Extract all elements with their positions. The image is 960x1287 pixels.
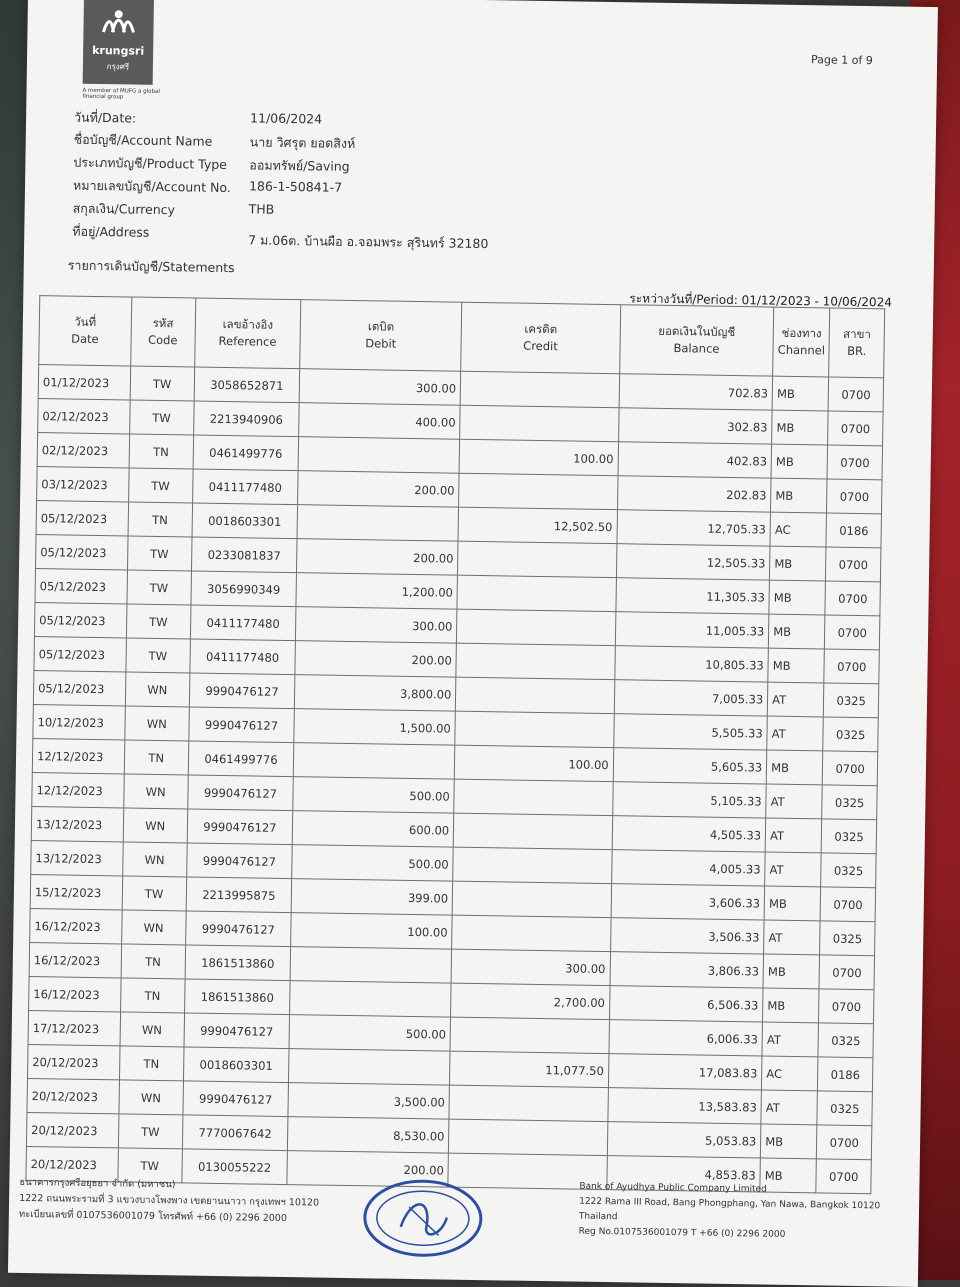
cell-channel: AT — [766, 784, 823, 819]
cell-code: TW — [122, 876, 187, 911]
cell-balance: 12,505.33 — [616, 544, 770, 580]
cell-date: 20/12/2023 — [28, 1044, 120, 1079]
cell-credit — [452, 915, 611, 951]
cell-debit: 200.00 — [295, 641, 457, 678]
cell-credit — [453, 847, 612, 883]
cell-date: 17/12/2023 — [28, 1010, 120, 1045]
cell-branch: 0325 — [823, 717, 878, 752]
cell-debit: 3,500.00 — [288, 1083, 450, 1120]
cell-debit: 300.00 — [296, 607, 458, 644]
header-credit: เครดิต Credit — [461, 302, 620, 373]
cell-date: 02/12/2023 — [37, 433, 129, 468]
cell-code: WN — [124, 706, 189, 741]
cell-code: TW — [117, 1148, 182, 1183]
cell-channel: AT — [765, 852, 822, 887]
cell-debit — [293, 743, 455, 780]
cell-code: TW — [118, 1114, 183, 1149]
cell-branch: 0700 — [823, 751, 878, 786]
info-label: ที่อยู่/Address — [72, 223, 150, 240]
cell-balance: 11,305.33 — [616, 578, 770, 614]
cell-credit — [457, 575, 616, 611]
cell-branch: 0700 — [824, 649, 879, 684]
footer-line: Bank of Ayudhya Public Company Limited — [579, 1181, 767, 1195]
cell-balance: 3,806.33 — [610, 952, 764, 988]
cell-credit — [460, 371, 619, 407]
cell-balance: 4,853.83 — [606, 1156, 760, 1192]
cell-code: TW — [127, 570, 192, 605]
cell-debit — [298, 437, 460, 474]
cell-debit: 200.00 — [298, 471, 460, 508]
footer-line: Reg No.0107536001079 T +66 (0) 2296 2000 — [578, 1226, 786, 1240]
cell-debit — [289, 1049, 451, 1086]
cell-code: WN — [123, 808, 188, 843]
cell-branch: 0325 — [822, 819, 877, 854]
cell-channel: MB — [771, 444, 828, 479]
cell-credit — [459, 473, 618, 509]
cell-date: 05/12/2023 — [35, 569, 127, 604]
cell-balance: 17,083.83 — [608, 1054, 762, 1090]
cell-debit — [297, 505, 459, 542]
cell-branch: 0700 — [826, 547, 881, 582]
cell-balance: 702.83 — [619, 374, 773, 410]
cell-branch: 0325 — [818, 1023, 873, 1058]
cell-channel: MB — [760, 1158, 817, 1193]
footer-english-address — [579, 1180, 920, 1245]
cell-balance: 4,505.33 — [612, 816, 766, 852]
footer-line: 1222 ถนนพระรามที่ 3 แขวงบางโพงพาง เขตยานนาวา กรุงเทพฯ 10120 — [19, 1192, 320, 1209]
cell-code: TN — [128, 502, 193, 537]
cell-code: TW — [129, 400, 194, 435]
header-debit: เดบิต Debit — [300, 300, 462, 372]
cell-branch: 0325 — [821, 853, 876, 888]
cell-code: WN — [125, 672, 190, 707]
cell-reference: 0018603301 — [192, 503, 298, 539]
cell-date: 20/12/2023 — [26, 1112, 118, 1147]
cell-code: TW — [125, 638, 190, 673]
cell-channel: MB — [761, 1124, 818, 1159]
cell-reference: 9990476127 — [184, 1013, 290, 1049]
cell-branch: 0700 — [820, 887, 875, 922]
cell-debit: 200.00 — [287, 1151, 449, 1188]
cell-credit: 100.00 — [459, 439, 618, 475]
cell-balance: 6,006.33 — [609, 1020, 763, 1056]
cell-reference: 0461499776 — [193, 435, 299, 471]
cell-reference: 9990476127 — [186, 843, 292, 879]
cell-code: TN — [121, 944, 186, 979]
cell-date: 05/12/2023 — [33, 671, 125, 706]
cell-credit: 300.00 — [451, 949, 610, 985]
cell-credit — [454, 779, 613, 815]
bank-tagline: A member of MUFG a global financial group — [82, 87, 160, 101]
cell-credit: 12,502.50 — [458, 507, 617, 543]
cell-balance: 5,605.33 — [613, 748, 767, 784]
cell-branch: 0700 — [827, 479, 882, 514]
cell-credit — [455, 711, 614, 747]
info-value: 186-1-50841-7 — [248, 178, 343, 195]
cell-channel: MB — [763, 954, 820, 989]
bank-logo — [83, 0, 154, 85]
cell-date: 05/12/2023 — [36, 501, 128, 536]
cell-channel: AC — [762, 1056, 819, 1091]
cell-reference: 9990476127 — [187, 809, 293, 845]
footer-line: ทะเบียนเลขที่ 0107536001079 โทรศัพท์ +66 (0) 2296 2000 — [18, 1208, 288, 1225]
cell-branch: 0700 — [828, 411, 883, 446]
cell-code: WN — [123, 774, 188, 809]
cell-balance: 3,506.33 — [610, 918, 764, 954]
cell-reference: 0411177480 — [192, 469, 298, 505]
table-header-row — [39, 296, 885, 378]
cell-balance: 302.83 — [618, 408, 772, 444]
cell-reference: 2213995875 — [186, 877, 292, 913]
cell-channel: AT — [765, 818, 822, 853]
info-value: 11/06/2024 — [250, 110, 323, 127]
header-balance: ยอดเงินในบัญชี Balance — [619, 305, 774, 376]
cell-balance: 10,805.33 — [614, 646, 768, 682]
cell-reference: 0411177480 — [190, 639, 296, 675]
cell-channel: AT — [764, 920, 821, 955]
cell-date: 01/12/2023 — [38, 365, 130, 400]
cell-credit — [449, 1119, 608, 1155]
statement-page — [8, 0, 938, 1287]
cell-code: WN — [118, 1080, 183, 1115]
bank-stamp-icon — [360, 1176, 485, 1260]
cell-reference: 9990476127 — [185, 911, 291, 947]
cell-code: TW — [128, 468, 193, 503]
cell-reference: 0130055222 — [182, 1149, 288, 1185]
cell-channel: AT — [761, 1090, 818, 1125]
cell-branch: 0700 — [825, 581, 880, 616]
cell-balance: 3,606.33 — [611, 884, 765, 920]
cell-code: TW — [126, 604, 191, 639]
header-reference: เลขอ้างอิง Reference — [194, 298, 300, 369]
info-value: 7 ม.06ต. บ้านผือ อ.จอมพระ สุรินทร์ 32180 — [248, 232, 489, 252]
cell-debit: 500.00 — [292, 845, 454, 882]
header-date: วันที่ Date — [39, 296, 132, 366]
cell-channel: AT — [762, 1022, 819, 1057]
header-branch: สาขา BR. — [829, 308, 885, 378]
krungsri-emblem-icon — [101, 8, 135, 35]
cell-credit — [449, 1085, 608, 1121]
cell-reference: 0233081837 — [191, 537, 297, 573]
cell-branch: 0325 — [822, 785, 877, 820]
cell-debit: 1,200.00 — [296, 573, 458, 610]
cell-branch: 0325 — [817, 1091, 872, 1126]
cell-date: 10/12/2023 — [33, 705, 125, 740]
cell-balance: 7,005.33 — [614, 680, 768, 716]
cell-reference: 0411177480 — [190, 605, 296, 641]
cell-balance: 5,505.33 — [613, 714, 767, 750]
cell-code: TW — [127, 536, 192, 571]
cell-balance: 202.83 — [617, 476, 771, 512]
cell-credit — [460, 405, 619, 441]
cell-channel: MB — [766, 750, 823, 785]
info-label: ประเภทบัญชี/Product Type — [73, 154, 228, 172]
cell-date: 02/12/2023 — [38, 399, 130, 434]
cell-channel: MB — [768, 648, 825, 683]
cell-debit: 399.00 — [291, 879, 453, 916]
info-label: ชื่อบัญชี/Account Name — [73, 131, 213, 149]
footer-line: ธนาคารกรุงศรีอยุธยา จำกัด (มหาชน) — [19, 1176, 176, 1191]
cell-credit — [458, 541, 617, 577]
cell-channel: MB — [763, 988, 820, 1023]
footer-thai-address — [19, 1175, 320, 1228]
cell-reference: 3056990349 — [191, 571, 297, 607]
cell-code: WN — [122, 842, 187, 877]
cell-credit: 100.00 — [455, 745, 614, 781]
cell-date: 20/12/2023 — [27, 1078, 119, 1113]
cell-balance: 6,506.33 — [609, 986, 763, 1022]
cell-reference: 0018603301 — [183, 1047, 289, 1083]
cell-debit: 500.00 — [293, 777, 455, 814]
cell-date: 12/12/2023 — [32, 739, 124, 774]
cell-date: 13/12/2023 — [31, 807, 123, 842]
info-value: นาย วิศรุต ยอดสิงห์ — [249, 134, 356, 152]
cell-debit: 300.00 — [299, 369, 461, 406]
header-code: รหัส Code — [130, 297, 195, 367]
cell-code: TN — [119, 1046, 184, 1081]
cell-channel: MB — [772, 410, 829, 445]
cell-date: 16/12/2023 — [30, 908, 122, 943]
cell-date: 12/12/2023 — [32, 773, 124, 808]
cell-reference: 3058652871 — [194, 367, 300, 403]
cell-branch: 0700 — [817, 1125, 872, 1160]
cell-branch: 0700 — [827, 445, 882, 480]
cell-reference: 9990476127 — [183, 1081, 289, 1117]
cell-reference: 0461499776 — [188, 741, 294, 777]
cell-channel: MB — [764, 886, 821, 921]
cell-branch: 0325 — [824, 683, 879, 718]
cell-branch: 0700 — [829, 377, 884, 412]
statement-table — [25, 295, 885, 1194]
cell-date: 16/12/2023 — [29, 976, 121, 1011]
cell-code: WN — [120, 1012, 185, 1047]
cell-branch: 0700 — [819, 955, 874, 990]
cell-date: 05/12/2023 — [36, 535, 128, 570]
cell-debit: 200.00 — [297, 539, 459, 576]
cell-date: 05/12/2023 — [34, 637, 126, 672]
cell-date: 13/12/2023 — [31, 841, 123, 876]
cell-balance: 13,583.83 — [608, 1088, 762, 1124]
cell-reference: 1861513860 — [185, 945, 291, 981]
cell-reference: 1861513860 — [184, 979, 290, 1015]
info-value: THB — [248, 201, 275, 217]
cell-date: 05/12/2023 — [34, 603, 126, 638]
cell-channel: AT — [767, 716, 824, 751]
info-value: ออมทรัพย์/Saving — [249, 157, 350, 174]
cell-channel: MB — [769, 614, 826, 649]
cell-reference: 9990476127 — [189, 673, 295, 709]
cell-balance: 12,705.33 — [617, 510, 771, 546]
cell-credit: 2,700.00 — [451, 983, 610, 1019]
cell-reference: 7770067642 — [182, 1115, 288, 1151]
statements-title: รายการเดินบัญชี/Statements — [67, 257, 235, 276]
cell-debit: 3,800.00 — [294, 675, 456, 712]
logo-sub: กรุงศรี — [106, 62, 130, 72]
cell-channel: AC — [770, 512, 827, 547]
cell-credit: 11,077.50 — [450, 1051, 609, 1087]
cell-branch: 0700 — [825, 615, 880, 650]
cell-balance: 4,005.33 — [611, 850, 765, 886]
header-channel: ช่องทาง Channel — [773, 307, 830, 377]
statement-period: ระหว่างวันที่/Period: 01/12/2023 - 10/06/2024 — [629, 291, 893, 310]
cell-branch: 0186 — [826, 513, 881, 548]
cell-branch: 0186 — [818, 1057, 873, 1092]
cell-channel: MB — [769, 580, 826, 615]
cell-code: TN — [124, 740, 189, 775]
cell-debit — [290, 947, 452, 984]
cell-debit: 500.00 — [289, 1015, 451, 1052]
cell-debit: 8,530.00 — [288, 1117, 450, 1154]
cell-credit — [452, 881, 611, 917]
cell-debit: 600.00 — [292, 811, 454, 848]
cell-credit — [450, 1017, 609, 1053]
cell-date: 16/12/2023 — [29, 942, 121, 977]
cell-debit: 1,500.00 — [294, 709, 456, 746]
cell-code: TN — [120, 978, 185, 1013]
cell-channel: MB — [770, 546, 827, 581]
cell-code: TW — [130, 366, 195, 401]
cell-credit — [457, 609, 616, 645]
cell-debit — [290, 981, 452, 1018]
cell-credit — [456, 643, 615, 679]
cell-credit — [453, 813, 612, 849]
cell-branch: 0700 — [819, 989, 874, 1024]
logo-name: krungsri — [92, 43, 145, 58]
page-number: Page 1 of 9 — [811, 53, 873, 68]
cell-balance: 5,053.83 — [607, 1122, 761, 1158]
info-label: สกุลเงิน/Currency — [72, 200, 176, 218]
info-label: วันที่/Date: — [73, 109, 137, 126]
cell-reference: 2213940906 — [193, 401, 299, 437]
cell-date: 15/12/2023 — [30, 875, 122, 910]
cell-code: WN — [121, 910, 186, 945]
cell-reference: 9990476127 — [188, 775, 294, 811]
cell-debit: 100.00 — [291, 913, 453, 950]
cell-date: 20/12/2023 — [26, 1146, 118, 1181]
cell-balance: 402.83 — [618, 442, 772, 478]
footer-line: 1222 Rama III Road, Bang Phongphang, Yan Nawa, Bangkok 10120 Thailand — [578, 1196, 881, 1223]
cell-reference: 9990476127 — [189, 707, 295, 743]
info-label: หมายเลขบัญชี/Account No. — [72, 177, 231, 196]
cell-channel: MB — [772, 376, 829, 411]
cell-channel: MB — [771, 478, 828, 513]
cell-balance: 5,105.33 — [612, 782, 766, 818]
cell-channel: AT — [767, 682, 824, 717]
cell-date: 03/12/2023 — [37, 467, 129, 502]
cell-debit: 400.00 — [299, 403, 461, 440]
cell-branch: 0325 — [820, 921, 875, 956]
cell-branch: 0700 — [816, 1159, 871, 1194]
cell-balance: 11,005.33 — [615, 612, 769, 648]
cell-credit — [456, 677, 615, 713]
cell-code: TN — [129, 434, 194, 469]
